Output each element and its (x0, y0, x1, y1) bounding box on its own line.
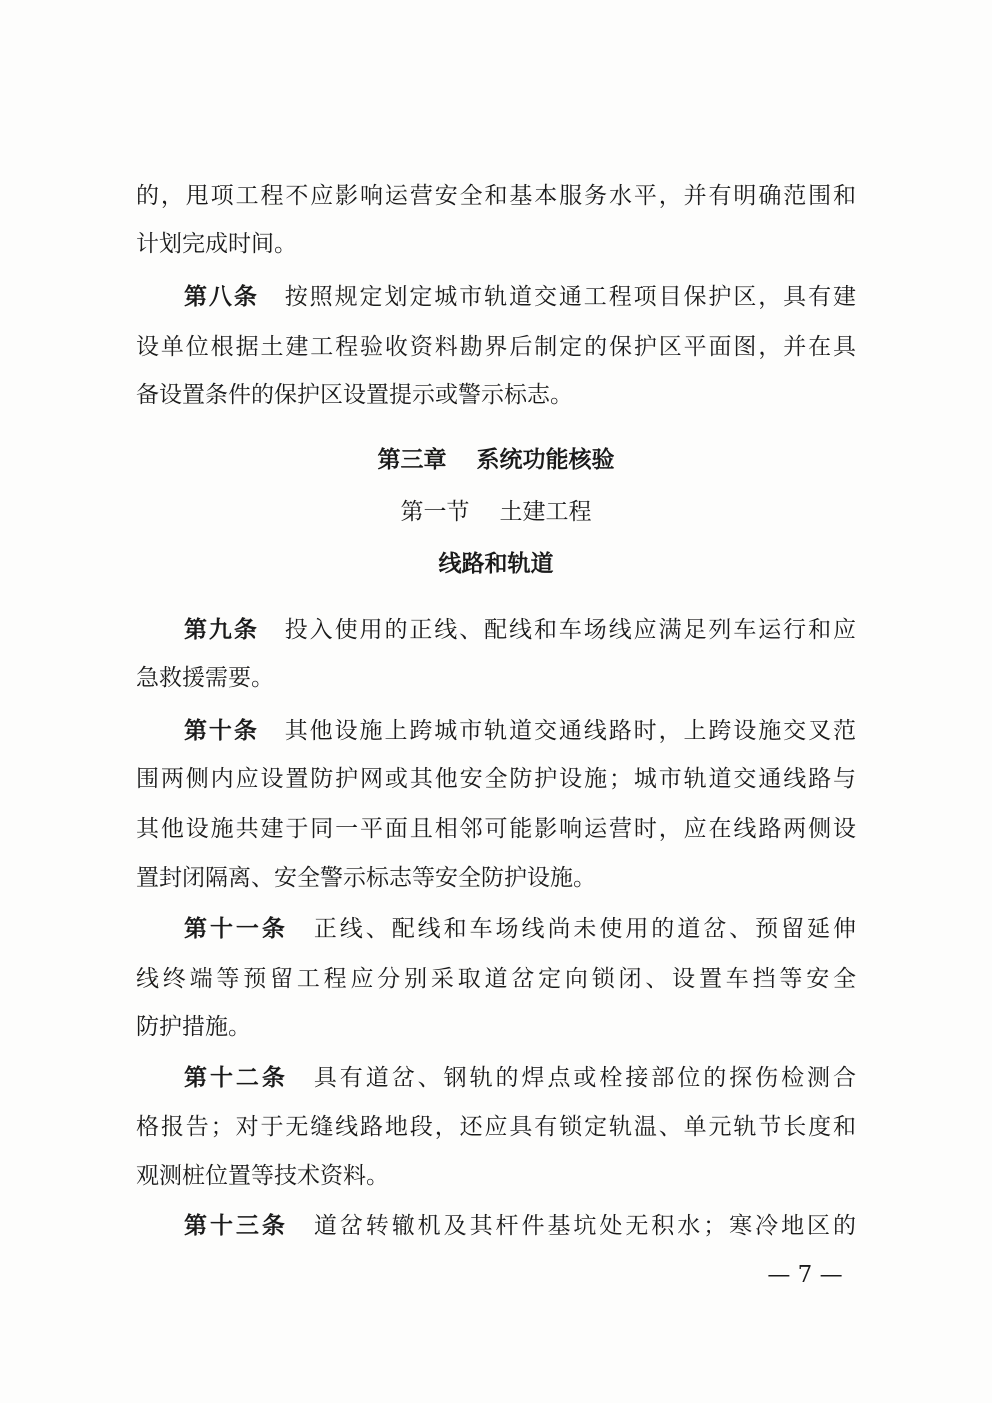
section-heading (0, 497, 992, 527)
article-number: 第九条 (184, 617, 259, 643)
page-number: — 7 — (767, 1262, 843, 1288)
article-number: 第十三条 (184, 1213, 288, 1239)
article-number: 第八条 (184, 284, 259, 310)
paragraph-line: 设单位根据土建工程验收资料勘界后制定的保护区平面图，并在具 (136, 334, 856, 360)
paragraph-line: 格报告；对于无缝线路地段，还应具有锁定轨温、单元轨节长度和 (136, 1114, 856, 1140)
paragraph-line: 线终端等预留工程应分别采取道岔定向锁闭、设置车挡等安全 (136, 966, 856, 992)
article-text: 正线、配线和车场线尚未使用的道岔、预留延伸 (313, 916, 857, 942)
article-text: 其他设施上跨城市轨道交通线路时，上跨设施交叉范 (284, 718, 857, 744)
article-text: 按照规定划定城市轨道交通工程项目保护区，具有建 (284, 284, 857, 310)
article-12-line (184, 1063, 856, 1093)
article-text: 道岔转辙机及其杆件基坑处无积水；寒冷地区的 (313, 1213, 857, 1239)
article-number: 第十二条 (184, 1065, 288, 1091)
paragraph-line: 急救援需要。 (136, 665, 274, 691)
paragraph-line: 围两侧内应设置防护网或其他安全防护设施；城市轨道交通线路与 (136, 766, 856, 792)
section-title: 土建工程 (499, 499, 592, 525)
section-number: 第一节 (400, 499, 470, 525)
paragraph-line: 置封闭隔离、安全警示标志等安全防护设施。 (136, 865, 596, 891)
article-9-line (184, 615, 856, 645)
article-8-line (184, 282, 856, 312)
paragraph-line: 观测桩位置等技术资料。 (136, 1163, 389, 1189)
paragraph-line: 其他设施共建于同一平面且相邻可能影响运营时，应在线路两侧设 (136, 816, 856, 842)
chapter-number: 第三章 (377, 447, 447, 473)
paragraph-line: 防护措施。 (136, 1014, 251, 1040)
article-number: 第十条 (184, 718, 259, 744)
article-text: 投入使用的正线、配线和车场线应满足列车运行和应 (284, 617, 857, 643)
article-11-line (184, 914, 856, 944)
article-10-line (184, 716, 856, 746)
chapter-heading (0, 445, 992, 475)
article-13-line (184, 1211, 856, 1241)
article-text: 具有道岔、钢轨的焊点或栓接部位的探伤检测合 (313, 1065, 857, 1091)
chapter-title: 系统功能核验 (476, 447, 615, 473)
paragraph-line: 备设置条件的保护区设置提示或警示标志。 (136, 382, 573, 408)
article-number: 第十一条 (184, 916, 288, 942)
subsection-heading: 线路和轨道 (438, 551, 554, 577)
paragraph-line: 计划完成时间。 (136, 231, 297, 257)
paragraph-line: 的，甩项工程不应影响运营安全和基本服务水平，并有明确范围和 (136, 183, 856, 209)
